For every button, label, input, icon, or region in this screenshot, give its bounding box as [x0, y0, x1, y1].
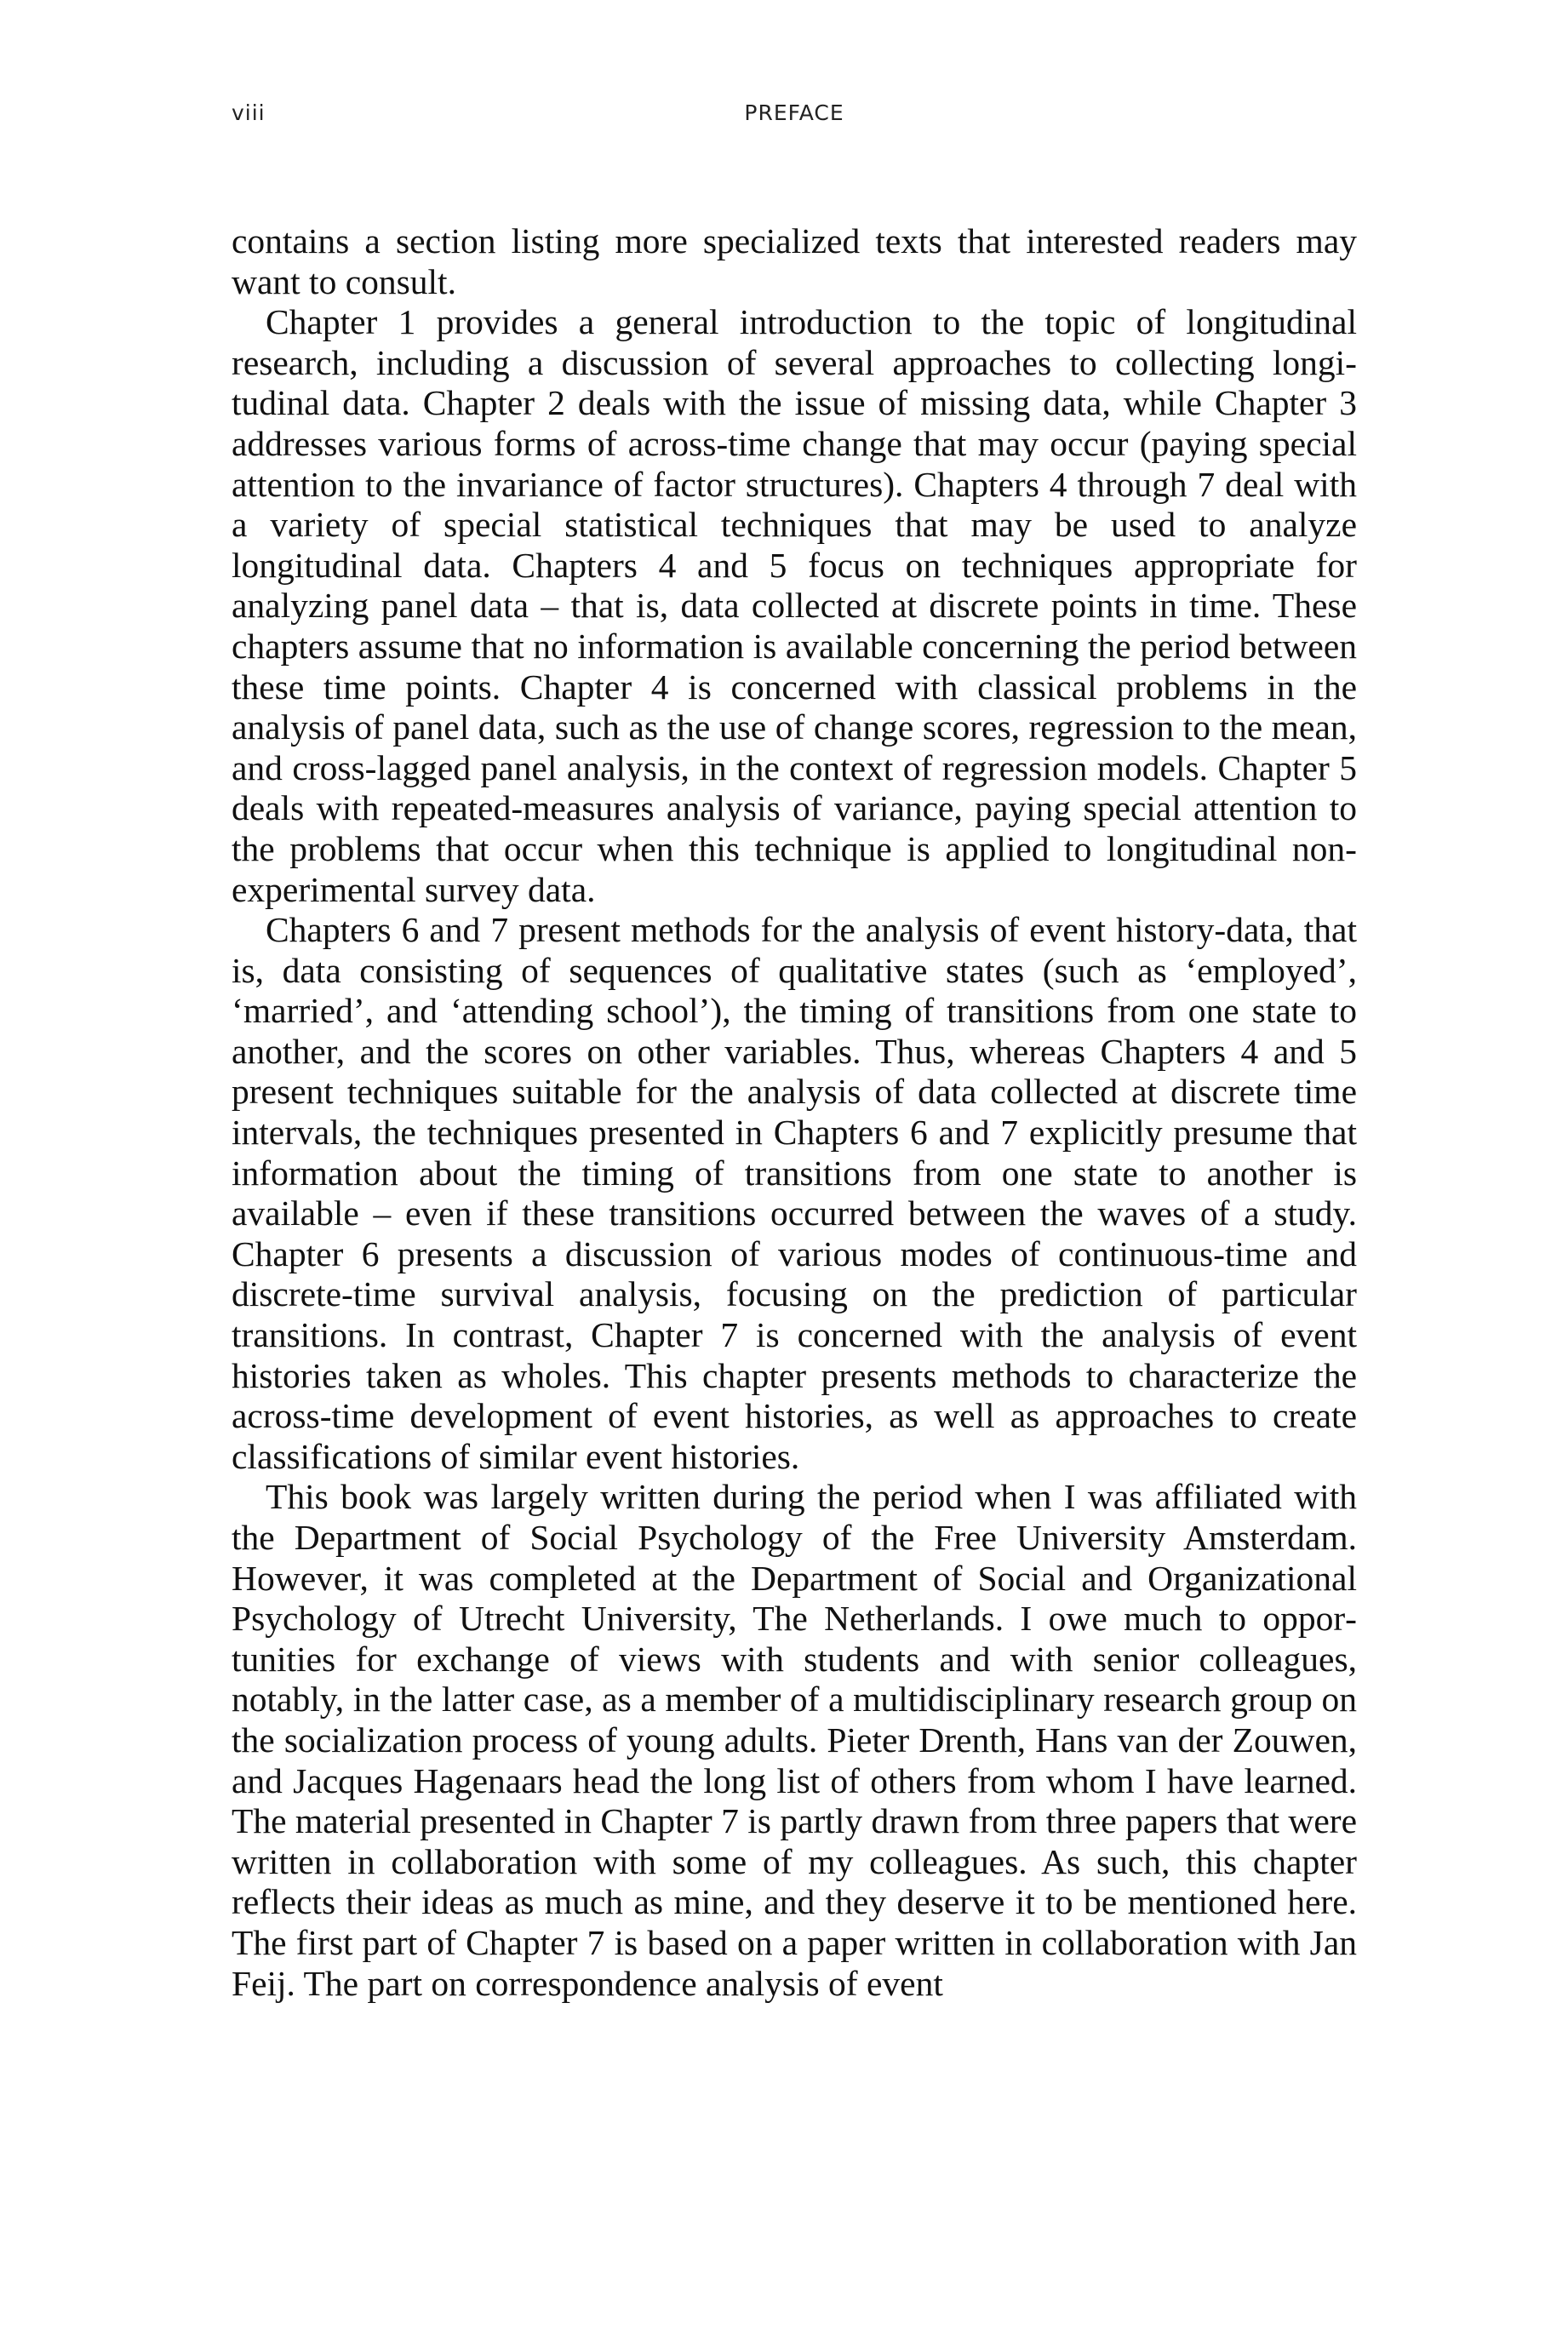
running-head-title: PREFACE: [744, 100, 844, 125]
running-head: [232, 100, 1357, 134]
paragraph-acknowledgements: This book was largely written during the period when I was affiliated with the Department of Social Psychology of the Free University Amsterdam. However, it was completed at the Department of Social and Organizational Psychology of Utrecht University, The Netherlands. I owe much to opportunities for exchange of views with students and with senior colleagues, notably, in the latter case, as a member of a multidisciplinary research group on the socialization process of young adults. Pieter Drenth, Hans van der Zouwen, and Jacques Hagenaars head the long list of others from whom I have learned. The material presented in Chapter 7 is partly drawn from three papers that were written in collaboration with some of my colleagues. As such, this chapter reflects their ideas as much as mine, and they deserve it to be mentioned here. The first part of Chapter 7 is based on a paper written in collaboration with Jan Feij. The part on correspondence analysis of event: [232, 1477, 1357, 2003]
paragraph-continued: contains a section listing more specialized texts that interested readers may want to consult.: [232, 221, 1357, 301]
body-text: [232, 221, 1357, 2004]
page-number: viii: [232, 100, 266, 125]
paragraph-event-history: Chapters 6 and 7 present methods for the analysis of event history-data, that is, data consisting of sequences of qualitative states (such as ‘employed’, ‘married’, and ‘attending school’), the timing of transitions from one state to another, and the scores on other variables. Thus, whereas Chapters 4 and 5 present techniques suitable for the analysis of data collected at discrete time intervals, the techniques presented in Chapters 6 and 7 explicitly presume that information about the timing of transitions from one state to another is available – even if these transitions occurred between the waves of a study. Chapter 6 presents a discussion of various modes of continuous-time and discrete-time survival analysis, focusing on the prediction of particular transitions. In contrast, Chapter 7 is concerned with the analysis of event histories taken as wholes. This chapter presents methods to characterize the across-time development of event histories, as well as approaches to create classifications of similar event histories.: [232, 910, 1357, 1476]
paragraph-chapter-overview: Chapter 1 provides a general introduction to the topic of longitudinal research, including a discussion of several approaches to collecting longitudinal data. Chapter 2 deals with the issue of missing data, while Chapter 3 addresses various forms of across-time change that may occur (paying special attention to the invariance of factor structures). Chapters 4 through 7 deal with a variety of special statistical techniques that may be used to analyze longitudinal data. Chapters 4 and 5 focus on techniques appropriate for analyzing panel data – that is, data collected at discrete points in time. These chapters assume that no information is available concerning the period between these time points. Chapter 4 is concerned with classical problems in the analysis of panel data, such as the use of change scores, regression to the mean, and cross-lagged panel analysis, in the context of regression models. Chapter 5 deals with repeated-measures analysis of variance, paying special attention to the problems that occur when this technique is applied to longitudinal non-experimental survey data.: [232, 302, 1357, 909]
